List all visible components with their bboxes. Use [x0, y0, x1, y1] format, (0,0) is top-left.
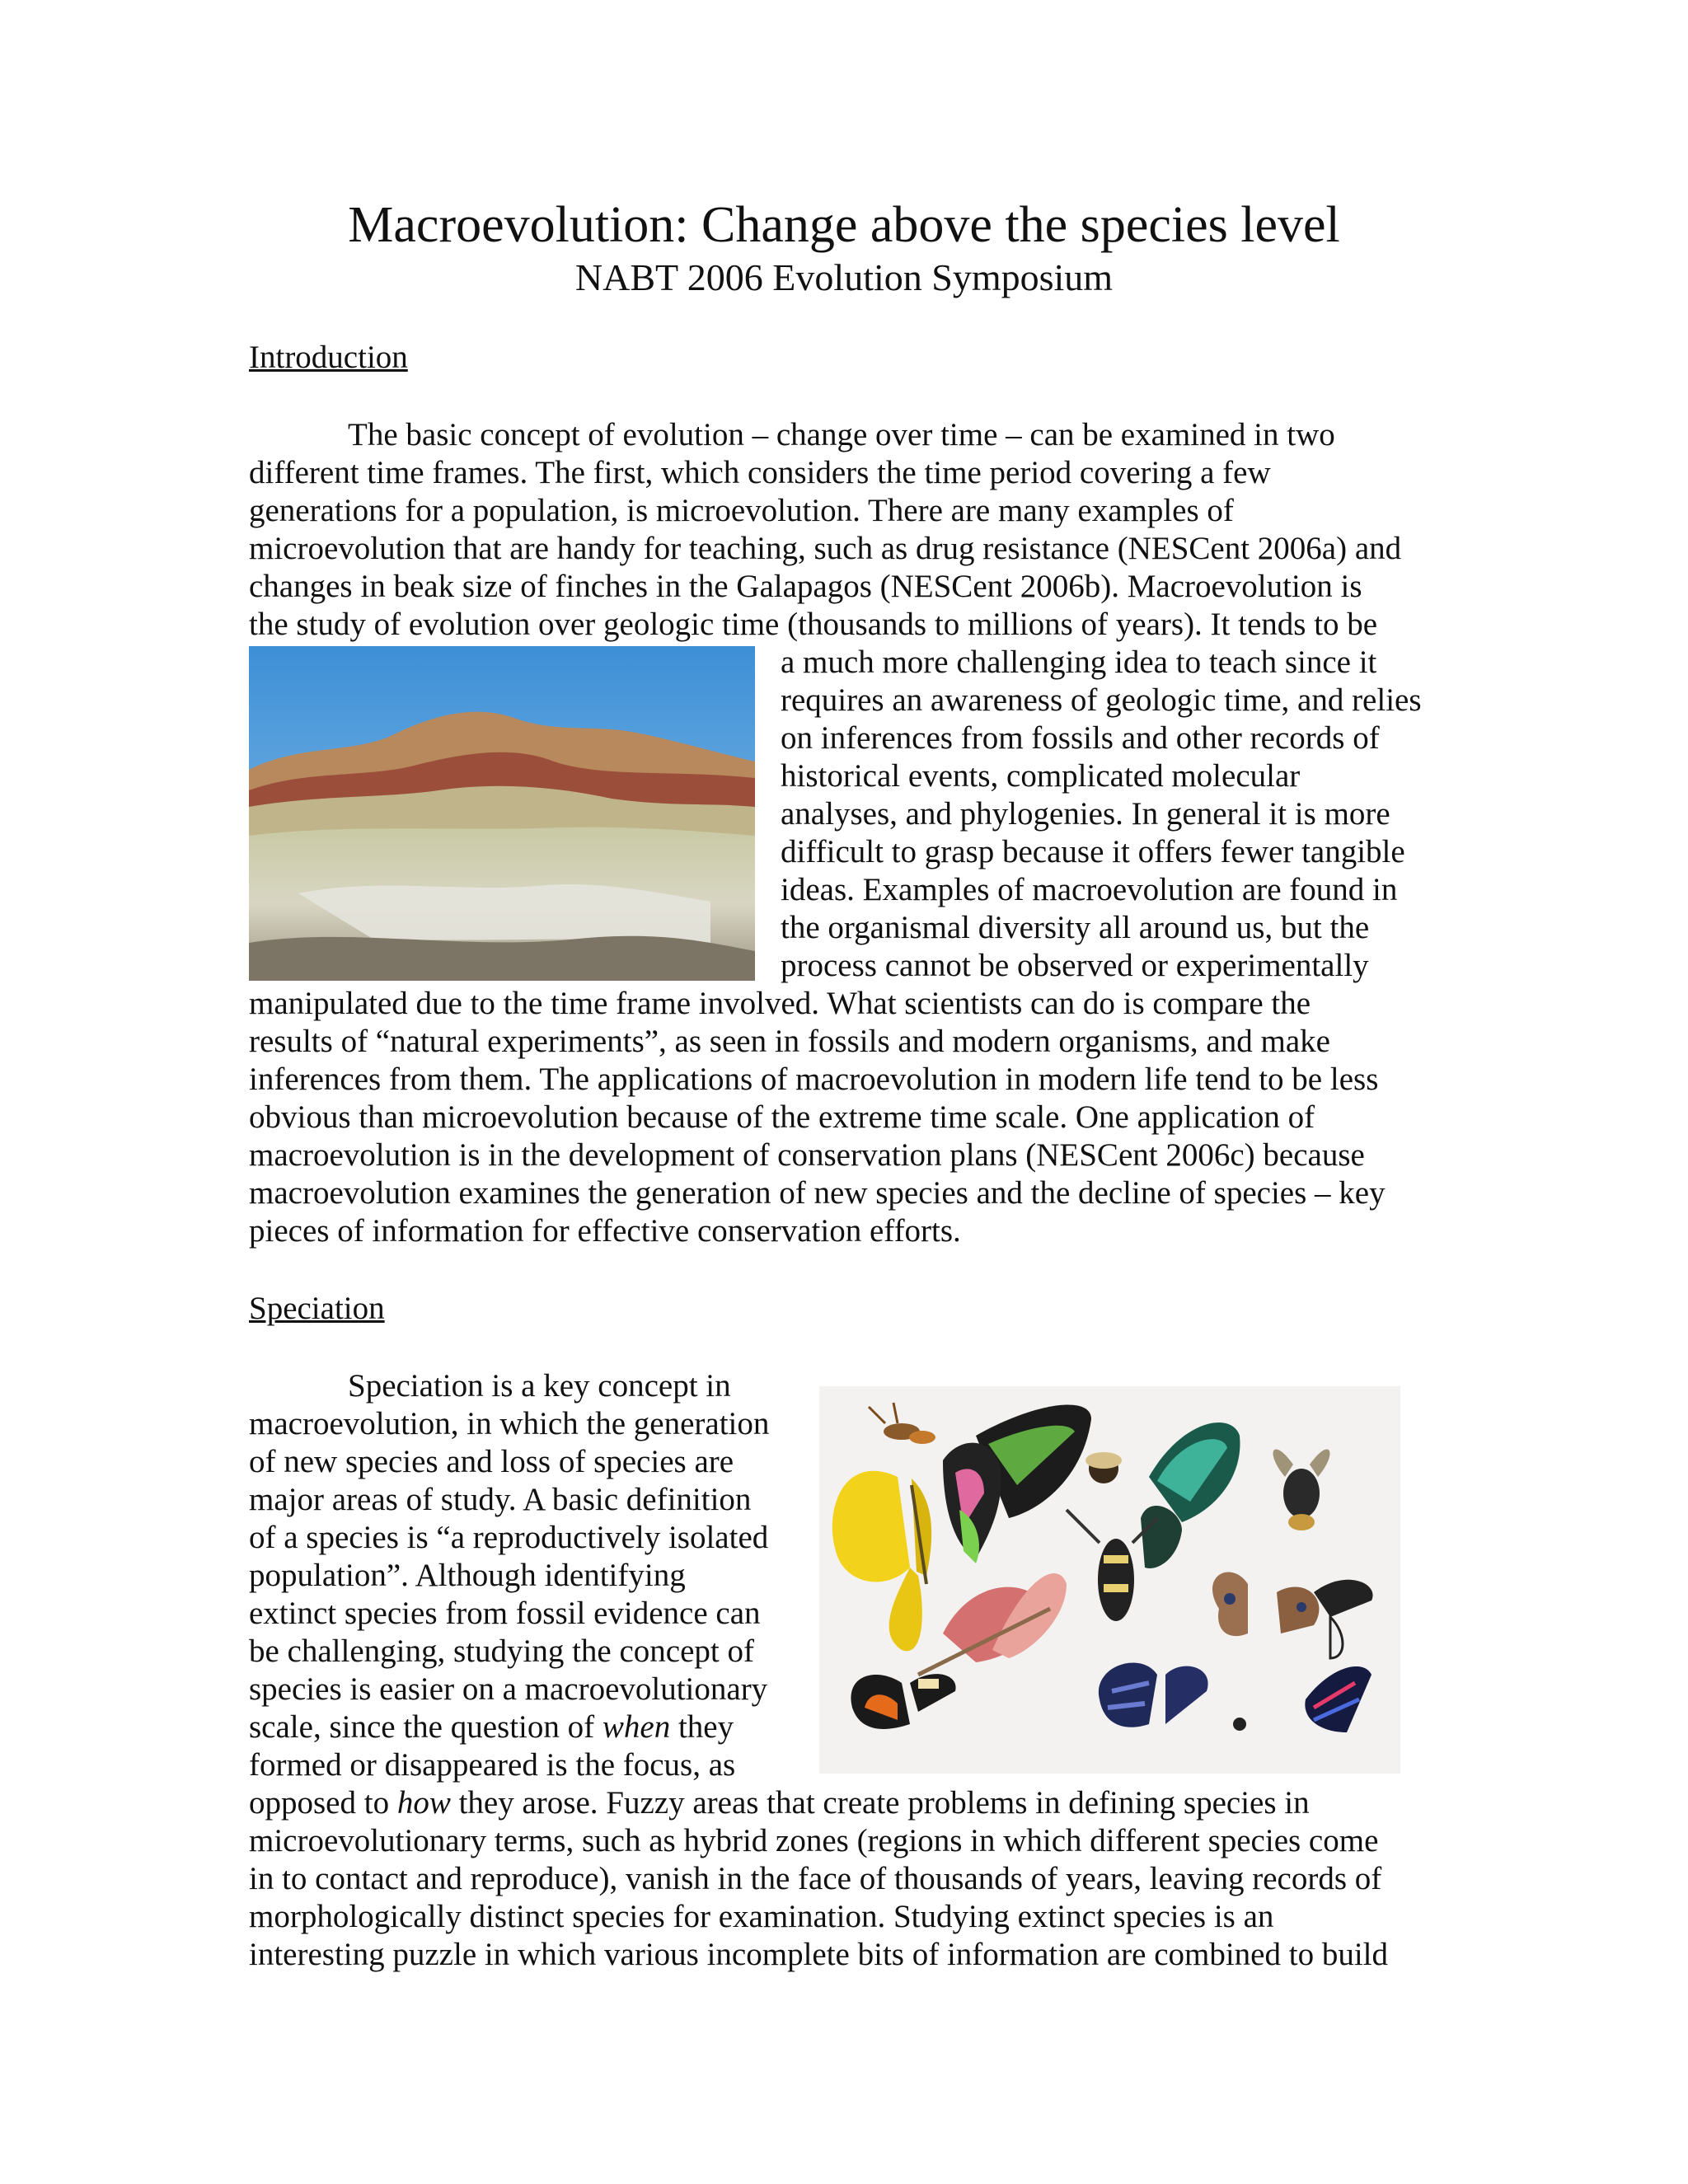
intro-line: a much more challenging idea to teach since it — [781, 644, 1377, 680]
intro-line: on inferences from fossils and other records of — [781, 720, 1380, 756]
intro-line: requires an awareness of geologic time, and relies — [781, 682, 1422, 718]
intro-line: historical events, complicated molecular — [781, 758, 1301, 794]
speciation-line: population”. Although identifying — [249, 1558, 686, 1593]
speciation-line: microevolutionary terms, such as hybrid zones (regions in which different species come — [249, 1823, 1379, 1858]
intro-line: difficult to grasp because it offers fewer tangible — [781, 834, 1405, 869]
speciation-line: in to contact and reproduce), vanish in the face of thousands of years, leaving records of — [249, 1861, 1382, 1896]
speciation-line — [249, 1784, 1310, 1822]
emphasis-how: how — [396, 1785, 451, 1821]
speciation-line: macroevolution, in which the generation — [249, 1406, 770, 1441]
document-title: Macroevolution: Change above the species level — [348, 197, 1340, 253]
insect-collection-photo — [819, 1386, 1400, 1774]
speciation-line: extinct species from fossil evidence can — [249, 1596, 761, 1631]
emphasis-when: when — [602, 1709, 671, 1745]
intro-line: macroevolution examines the generation of new species and the decline of species – key — [249, 1175, 1386, 1211]
speciation-line: formed or disappeared is the focus, as — [249, 1747, 736, 1783]
intro-line: analyses, and phylogenies. In general it is more — [781, 796, 1390, 832]
intro-line: microevolution that are handy for teaching, such as drug resistance (NESCent 2006a) and — [249, 531, 1402, 566]
intro-line: results of “natural experiments”, as seen in fossils and modern organisms, and make — [249, 1024, 1330, 1059]
speciation-heading: Speciation — [249, 1291, 385, 1326]
speciation-line: of a species is “a reproductively isolated — [249, 1520, 769, 1555]
intro-line: the organismal diversity all around us, but the — [781, 910, 1370, 945]
small-beetle-icon — [1233, 1718, 1246, 1731]
speciation-line: major areas of study. A basic definition — [249, 1482, 752, 1517]
speciation-line-text: they arose. Fuzzy areas that create problems in defining species in — [450, 1785, 1310, 1821]
speciation-line: morphologically distinct species for examination. Studying extinct species is an — [249, 1899, 1274, 1934]
painted-hills-photo — [249, 646, 755, 981]
speciation-line-text: scale, since the question of — [249, 1709, 603, 1745]
intro-line: changes in beak size of finches in the Galapagos (NESCent 2006b). Macroevolution is — [249, 569, 1362, 604]
speciation-line — [249, 1708, 734, 1746]
intro-line: macroevolution is in the development of conservation plans (NESCent 2006c) because — [249, 1137, 1365, 1173]
speciation-line: species is easier on a macroevolutionary — [249, 1671, 768, 1707]
intro-line: The basic concept of evolution – change over time – can be examined in two — [348, 417, 1335, 452]
intro-line: different time frames. The first, which considers the time period covering a few — [249, 455, 1271, 490]
intro-line: manipulated due to the time frame involved. What scientists can do is compare the — [249, 986, 1311, 1021]
intro-line: the study of evolution over geologic time (thousands to millions of years). It tends to be — [249, 607, 1378, 642]
intro-line: obvious than microevolution because of the extreme time scale. One application of — [249, 1099, 1315, 1135]
speciation-line: interesting puzzle in which various incomplete bits of information are combined to build — [249, 1937, 1388, 1972]
introduction-heading: Introduction — [249, 340, 408, 375]
speciation-line-text: they — [670, 1709, 734, 1745]
intro-line: ideas. Examples of macroevolution are found in — [781, 872, 1398, 907]
intro-line: inferences from them. The applications of macroevolution in modern life tend to be less — [249, 1062, 1379, 1097]
speciation-line: of new species and loss of species are — [249, 1444, 734, 1479]
intro-line: generations for a population, is microevolution. There are many examples of — [249, 493, 1234, 528]
speciation-line: Speciation is a key concept in — [348, 1368, 731, 1404]
intro-line: pieces of information for effective conservation efforts. — [249, 1213, 961, 1249]
speciation-line-text: opposed to — [249, 1785, 397, 1821]
intro-line: process cannot be observed or experimentally — [781, 948, 1369, 983]
document-subtitle: NABT 2006 Evolution Symposium — [574, 256, 1114, 298]
speciation-line: be challenging, studying the concept of — [249, 1633, 754, 1669]
